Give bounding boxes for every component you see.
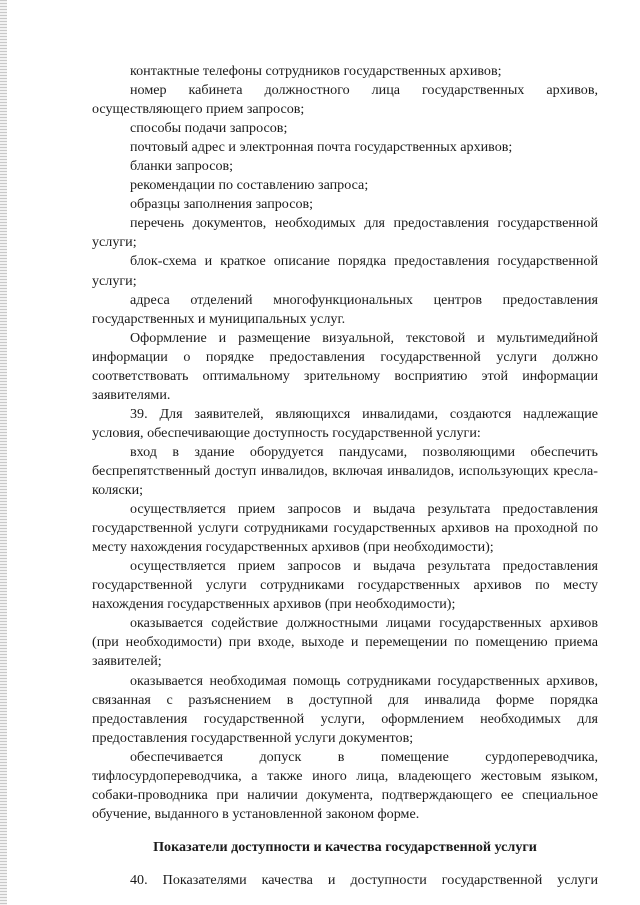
list-item: осуществляется прием запросов и выдача результата предоставления государственной услуги сотрудниками государственных архивов по месту нахождения государственных архивов (при необходимости); [92,558,598,613]
list-item: почтовый адрес и электронная почта государственных архивов; [130,139,513,156]
list-item: номер кабинета должностного лица государственных архивов, осуществляющего прием запросов; [92,82,598,118]
paragraph-40: 40. Показателями качества и доступности государственной услуги [130,871,598,888]
scan-edge [0,0,7,905]
list-item: обеспечивается допуск в помещение сурдопереводчика, тифлосурдопереводчика, а также иного лица, владеющего жестовым языком, собаки-проводника при наличии документа, подтверждающего ее специальное обучение, выданного в установленной законом форме. [92,748,598,822]
list-item: перечень документов, необходимых для предоставления государственной услуги; [92,215,598,251]
document-page [92,62,598,890]
list-item: оказывается необходимая помощь сотрудниками государственных архивов, связанная с разъяснением в доступной для инвалида форме порядка предоставления государственной услуги, оформлением необходимых для предоставления государственной услуги документов; [92,672,598,746]
list-item: контактные телефоны сотрудников государственных архивов; [130,63,502,79]
list-item: образцы заполнения запросов; [130,196,314,213]
list-item: способы подачи запросов; [130,120,288,137]
paragraph: Оформление и размещение визуальной, текстовой и мультимедийной информации о порядке предоставления государственной услуги должно соответствовать оптимальному зрительному восприятию этой информации заявителями. [92,329,598,403]
list-item: бланки запросов; [130,158,234,175]
list-item: вход в здание оборудуется пандусами, позволяющими обеспечить беспрепятственный доступ инвалидов, включая инвалидов, использующих кресла-коляски; [92,443,598,499]
list-item: осуществляется прием запросов и выдача результата предоставления государственной услуги сотрудниками государственных архивов на проходной по месту нахождения государственных архивов (при необходимости); [92,501,598,556]
list-item: рекомендации по составлению запроса; [130,177,369,194]
list-item: адреса отделений многофункциональных центров предоставления государственных и муниципальных услуг. [92,291,598,327]
section-heading: Показатели доступности и качества государственной услуги [153,838,537,855]
paragraph-39: 39. Для заявителей, являющихся инвалидами, создаются надлежащие условия, обеспечивающие доступность государственной услуги: [92,405,598,441]
list-item: оказывается содействие должностными лицами государственных архивов (при необходимости) при входе, выходе и перемещении по помещению приема заявителей; [92,615,598,670]
list-item: блок-схема и краткое описание порядка предоставления государственной услуги; [92,253,598,289]
